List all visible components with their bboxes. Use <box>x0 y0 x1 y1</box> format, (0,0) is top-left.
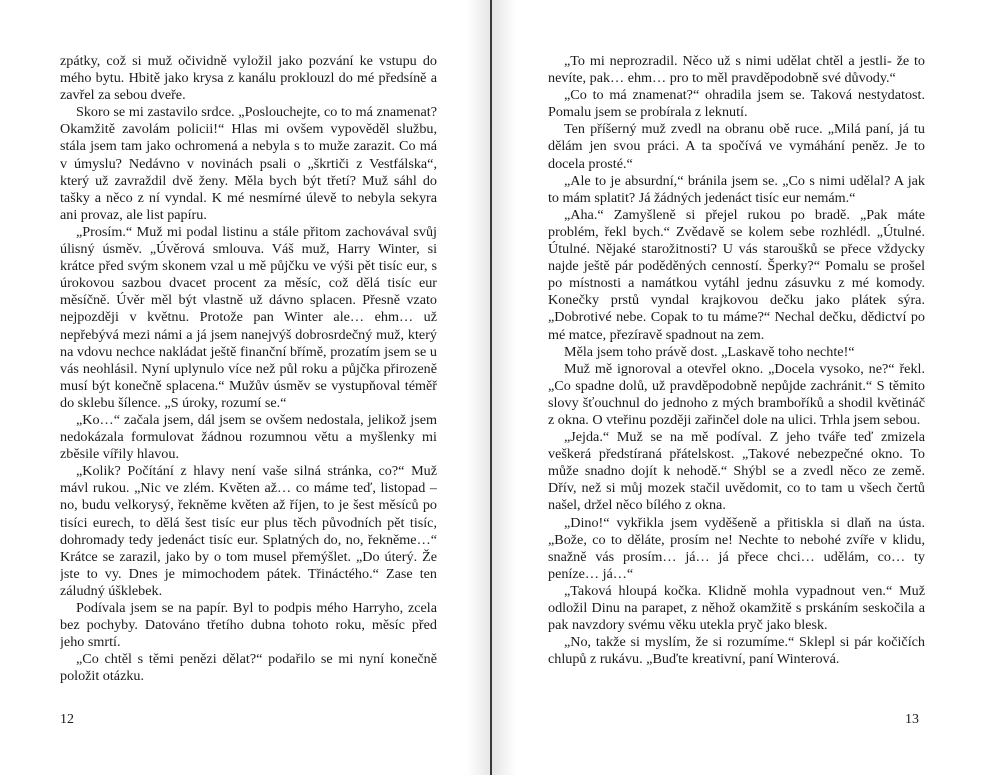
paragraph: „No, takže si myslím, že si rozumíme.“ Sklepl si pár kočičích chlupů z rukávu. „Buďte kreativní, paní Winterová. <box>548 634 925 668</box>
paragraph: „Aha.“ Zamyšleně si přejel rukou po bradě. „Pak máte problém, řekl bych.“ Zvědavě se kolem sebe rozhlédl. „Útulné. Útulné. Nějaké starožitnosti? U vás staroušků se přece vždycky najde ještě pár poděděných cenností. Šperky?“ Pomalu se prošel po místnosti a namátkou vytáhl jednu zásuvku z mé komody. Konečky prstů vyndal krajkovou dečku jako plátek sýra. „Dobrotivé nebe. Copak to tu máme?“ Nechal dečku, dědictví po mé matce, přezíravě spadnout na zem. <box>548 206 925 343</box>
right-page-text <box>548 53 925 703</box>
left-page <box>0 0 491 775</box>
paragraph: „Prosím.“ Muž mi podal listinu a stále přitom zachovával svůj úlisný úsměv. „Úvěrová smlouva. Váš muž, Harry Winter, si krátce před svým skonem vzal u mě půjčku ve výši pět tisíc eur, s úrokovou sazbou dvacet procent za měsíc, což dělá tisíc eur měsíčně. Úvěr měl být vlastně už dávno splacen. Přesně vzato nejpozději v květnu. Protože pan Winter ale… ehm… už nepřebývá mezi námi a já jsem nanejvýš dobrosrdečný muž, který na vdovu nechce nakládat ještě finanční břímě, prozatím jsem se u vás neohlásil. Nyní uplynulo více než půl roku a půjčka přirozeně musí být konečně splacena.“ Mužův úsměv se vystupňoval téměř do sklebu šílence. „S úroky, rozumí se.“ <box>60 223 437 411</box>
paragraph: „Kolik? Počítání z hlavy není vaše silná stránka, co?“ Muž mávl rukou. „Nic ve zlém. Květen až… co máme teď, listopad – no, budu velkorysý, řekněme květen až říjen, to je šest měsíců po tisíci eurech, to dělá šest tisíc eur plus těch původních pět tisíc, dohromady tedy jedenáct tisíc eur. Splatných do, no, řekněme…“ Krátce se zarazil, jako by o tom musel přemýšlet. „Do úterý. Že jste to vy. Dnes je mimochodem pátek. Třináctého.“ Zase ten záludný úšklebek. <box>60 463 437 599</box>
paragraph: „Co chtěl s těmi penězi dělat?“ podařilo se mi nyní konečně položit otázku. <box>60 651 437 685</box>
page-number: 13 <box>905 712 919 727</box>
paragraph: Ten příšerný muž zvedl na obranu obě ruce. „Milá paní, já tu dělám jen svou práci. A ta spočívá ve vymáhání peněz. Je to docela prosté.“ <box>548 121 925 172</box>
paragraph: „Co to má znamenat?“ ohradila jsem se. Taková nestydatost. Pomalu jsem se probírala z leknutí. <box>548 87 925 121</box>
paragraph: „Dino!“ vykřikla jsem vyděšeně a přitiskla si dlaň na ústa. „Bože, co to děláte, prosím ne! Nechte to nebohé zvíře v klidu, snažně vás prosím… já… já přece chci… udělám, co… ty peníze… já…“ <box>548 514 925 582</box>
paragraph: „Taková hloupá kočka. Klidně mohla vypadnout ven.“ Muž odložil Dinu na parapet, z něhož okamžitě s prskáním seskočila a pak navzdory svému věku utekla pryč jako blesk. <box>548 582 925 634</box>
page-number: 12 <box>60 712 74 727</box>
paragraph: Měla jsem toho právě dost. „Laskavě toho nechte!“ <box>564 343 855 360</box>
paragraph: Skoro se mi zastavilo srdce. „Poslouchejte, co to má znamenat? Okamžitě zavolám policii!“ Hlas mi ovšem vypověděl službu, stála jsem tam jako ochromená a nebyla s to muže zarazit. Co má v úmyslu? Nedávno v novinách psali o „škrtiči z Vestfálska“, který už zavraždil dvě ženy. Měla bych být třetí? Muž sáhl do tašky a něco z ní vyndal. K mé nesmírné úlevě to nebyla sekyra ani provaz, ale list papíru. <box>60 104 437 223</box>
paragraph: „Ko…“ začala jsem, dál jsem se ovšem nedostala, jelikož jsem nedokázala formulovat žádnou rozumnou větu a myšlenky mi zběsile vířily hlavou. <box>60 411 437 463</box>
right-page-gutter-shadow <box>492 0 516 775</box>
paragraph: „Jejda.“ Muž se na mě podíval. Z jeho tváře teď zmizela veškerá předstíraná přátelskost. „Takové nebezpečné okno. To může snadno dojít k nehodě.“ Shýbl se a zvedl něco ze země. Dřív, než si můj mozek stačil uvědomit, co to tam u všech čertů našel, držel něco bílého z okna. <box>548 429 925 514</box>
paragraph: zpátky, což si muž očividně vyložil jako pozvání ke vstupu do mého bytu. Hbitě jako krysa z kanálu proklouzl do mé předsíně a zavřel za sebou dveře. <box>60 53 437 104</box>
paragraph: „To mi neprozradil. Něco už s nimi udělat chtěl a jestli- že to nevíte, pak… ehm… pro to měl pravděpodobně své důvody.“ <box>548 53 925 87</box>
paragraph: Podívala jsem se na papír. Byl to podpis mého Harryho, zcela bez pochyby. Datováno třetího dubna tohoto roku, měsíc před jeho smrtí. <box>60 600 437 651</box>
left-page-gutter-shadow <box>467 0 491 775</box>
right-page <box>492 0 983 775</box>
left-page-text <box>60 53 437 703</box>
paragraph: Muž mě ignoroval a otevřel okno. „Docela vysoko, ne?“ řekl. „Co spadne dolů, už pravděpodobně nepůjde zachránit.“ S těmito slovy šťouchnul do jednoho z mých bramboříků a shodil květináč z okna. O vteřinu později zařinčel dole na ulici. Trhla jsem sebou. <box>548 360 925 428</box>
paragraph: „Ale to je absurdní,“ bránila jsem se. „Co s nimi udělal? A jak to mám splatit? Já žádných jedenáct tisíc eur nemám.“ <box>548 172 925 206</box>
